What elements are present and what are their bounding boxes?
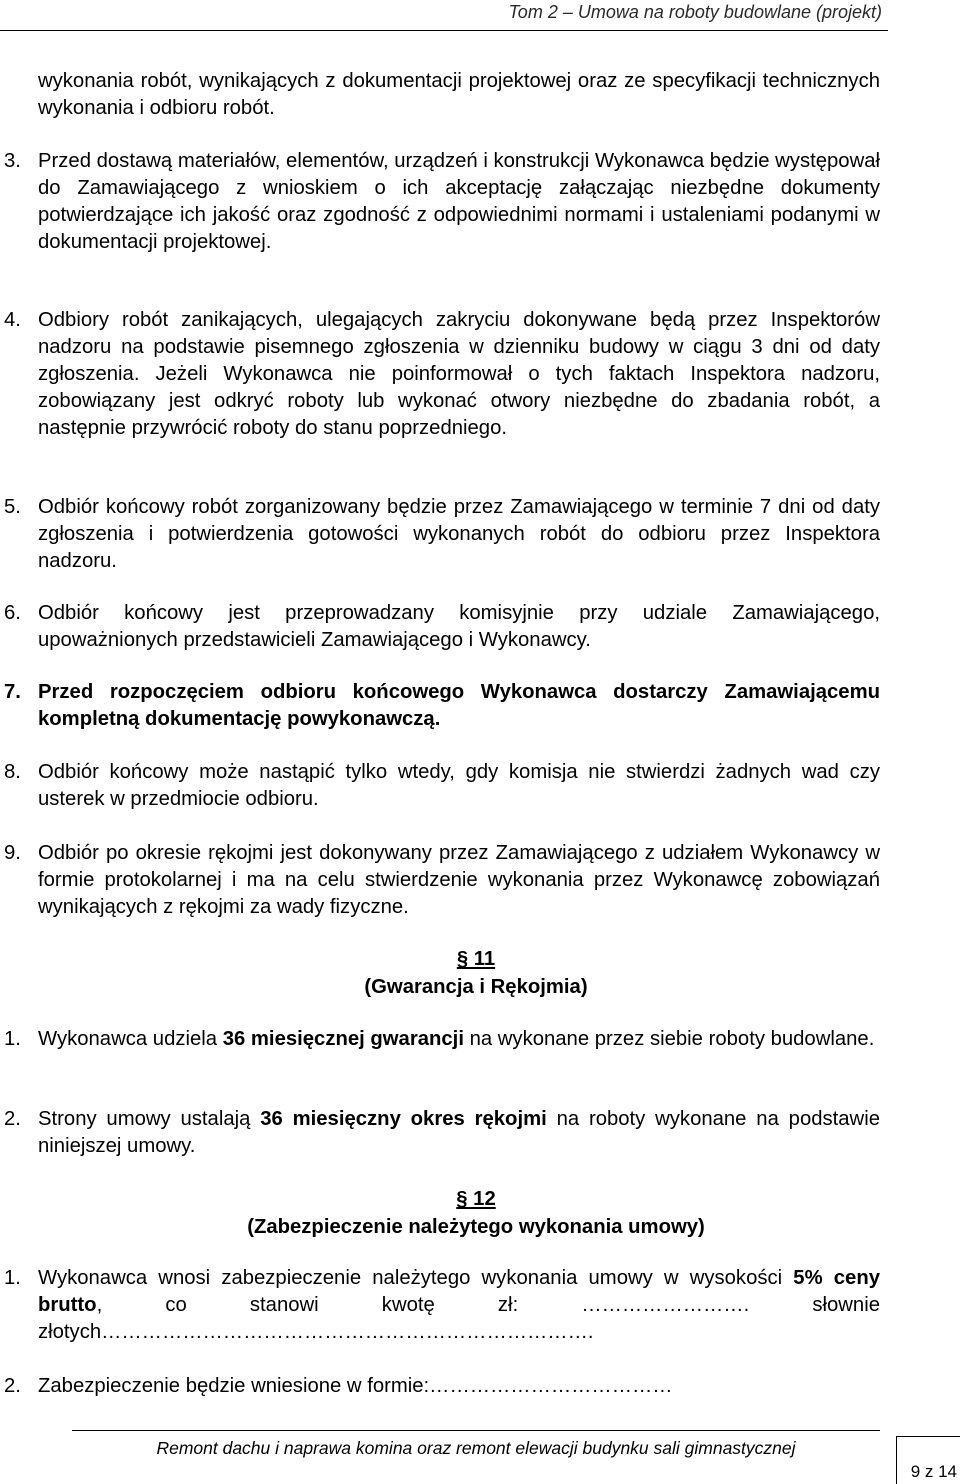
page-header — [0, 0, 888, 31]
page-number-box — [896, 1436, 960, 1484]
list-item-8 — [0, 759, 880, 813]
item-number: 3. — [4, 150, 21, 172]
list-item-4 — [0, 307, 880, 442]
page-number: 9 z 14 — [910, 1462, 957, 1481]
section-number: § 11 — [456, 948, 496, 970]
item-text: Strony umowy ustalają 36 miesięczny okres rękojmi na roboty wykonane na podstawie niniejszej umowy. — [38, 1108, 880, 1157]
item-text: Przed dostawą materiałów, elementów, urządzeń i konstrukcji Wykonawca będzie występował do Zamawiającego z wnioskiem o ich akceptację załączając niezbędne dokumenty potwierdzające ich jakość oraz zgodność z odpowiednimi normami i ustaleniami podanymi w dokumentacji projektowej. — [38, 150, 880, 253]
item-text: Odbiory robót zanikających, ulegających zakryciu dokonywane będą przez Inspektorów nadzoru na podstawie pisemnego zgłoszenia w dzienniku budowy w ciągu 3 dni od daty zgłoszenia. Jeżeli Wykonawca nie poinformował o tych faktach Inspektora nadzoru, zobowiązany jest odkryć roboty lub wykonać otwory niezbędne do zbadania robót, a następnie przywrócić roboty do stanu poprzedniego. — [38, 309, 880, 439]
item-number: 2. — [4, 1375, 21, 1397]
document-title: Tom 2 – Umowa na roboty budowlane (projekt) — [508, 2, 882, 22]
section-12-heading — [0, 1185, 952, 1241]
item-text: Zabezpieczenie będzie wniesione w formie:……………………………… — [38, 1375, 673, 1397]
section-title: (Gwarancja i Rękojmia) — [364, 976, 588, 998]
list-item-5 — [0, 494, 880, 575]
footer-rule — [72, 1430, 880, 1431]
item-text: Przed rozpoczęciem odbioru końcowego Wykonawca dostarczy Zamawiającemu kompletną dokumentację powykonawczą. — [38, 681, 880, 730]
section-11-heading — [0, 945, 952, 1001]
item-number: 7. — [4, 681, 21, 703]
item-number: 2. — [4, 1108, 21, 1130]
item-number: 5. — [4, 496, 21, 518]
item-number: 8. — [4, 761, 21, 783]
list-item-3 — [0, 148, 880, 256]
section-title: (Zabezpieczenie należytego wykonania umowy) — [247, 1216, 705, 1238]
section-number: § 12 — [456, 1188, 496, 1210]
item-text: Odbiór końcowy jest przeprowadzany komisyjnie przy udziale Zamawiającego, upoważnionych przedstawicieli Zamawiającego i Wykonawcy. — [38, 602, 880, 651]
item-text: Wykonawca wnosi zabezpieczenie należytego wykonania umowy w wysokości 5% ceny brutto, co stanowi kwotę zł: ……………………. słownie złotych………………………………………………………………. — [38, 1267, 880, 1343]
list-item-9 — [0, 840, 880, 921]
item-text: Odbiór po okresie rękojmi jest dokonywany przez Zamawiającego z udziałem Wykonawcy w formie protokolarnej i ma na celu stwierdzenie wykonania przez Wykonawcę zobowiązań wynikających z rękojmi za wady fizyczne. — [38, 842, 880, 918]
list-item-6 — [0, 600, 880, 654]
item-number: 1. — [4, 1028, 21, 1050]
item-number: 6. — [4, 602, 21, 624]
s11-item-1 — [0, 1026, 880, 1053]
item-text: Wykonawca udziela 36 miesięcznej gwarancji na wykonane przez siebie roboty budowlane. — [38, 1028, 875, 1050]
s11-item-2 — [0, 1106, 880, 1160]
footer-text: Remont dachu i naprawa komina oraz remont elewacji budynku sali gimnastycznej — [156, 1438, 796, 1458]
item-number: 1. — [4, 1267, 21, 1289]
list-item-7 — [0, 679, 880, 733]
s12-item-1 — [0, 1265, 880, 1346]
item-text: Odbiór końcowy może nastąpić tylko wtedy, gdy komisja nie stwierdzi żadnych wad czy usterek w przedmiocie odbioru. — [38, 761, 880, 810]
item-text: Odbiór końcowy robót zorganizowany będzie przez Zamawiającego w terminie 7 dni od daty zgłoszenia i potwierdzenia gotowości wykonanych robót do odbioru przez Inspektora nadzoru. — [38, 496, 880, 572]
continued-paragraph: wykonania robót, wynikających z dokumentacji projektowej oraz ze specyfikacji technicznych wykonania i odbioru robót. — [38, 70, 880, 119]
s12-item-2 — [0, 1373, 880, 1400]
item-number: 4. — [4, 309, 21, 331]
item-number: 9. — [4, 842, 21, 864]
